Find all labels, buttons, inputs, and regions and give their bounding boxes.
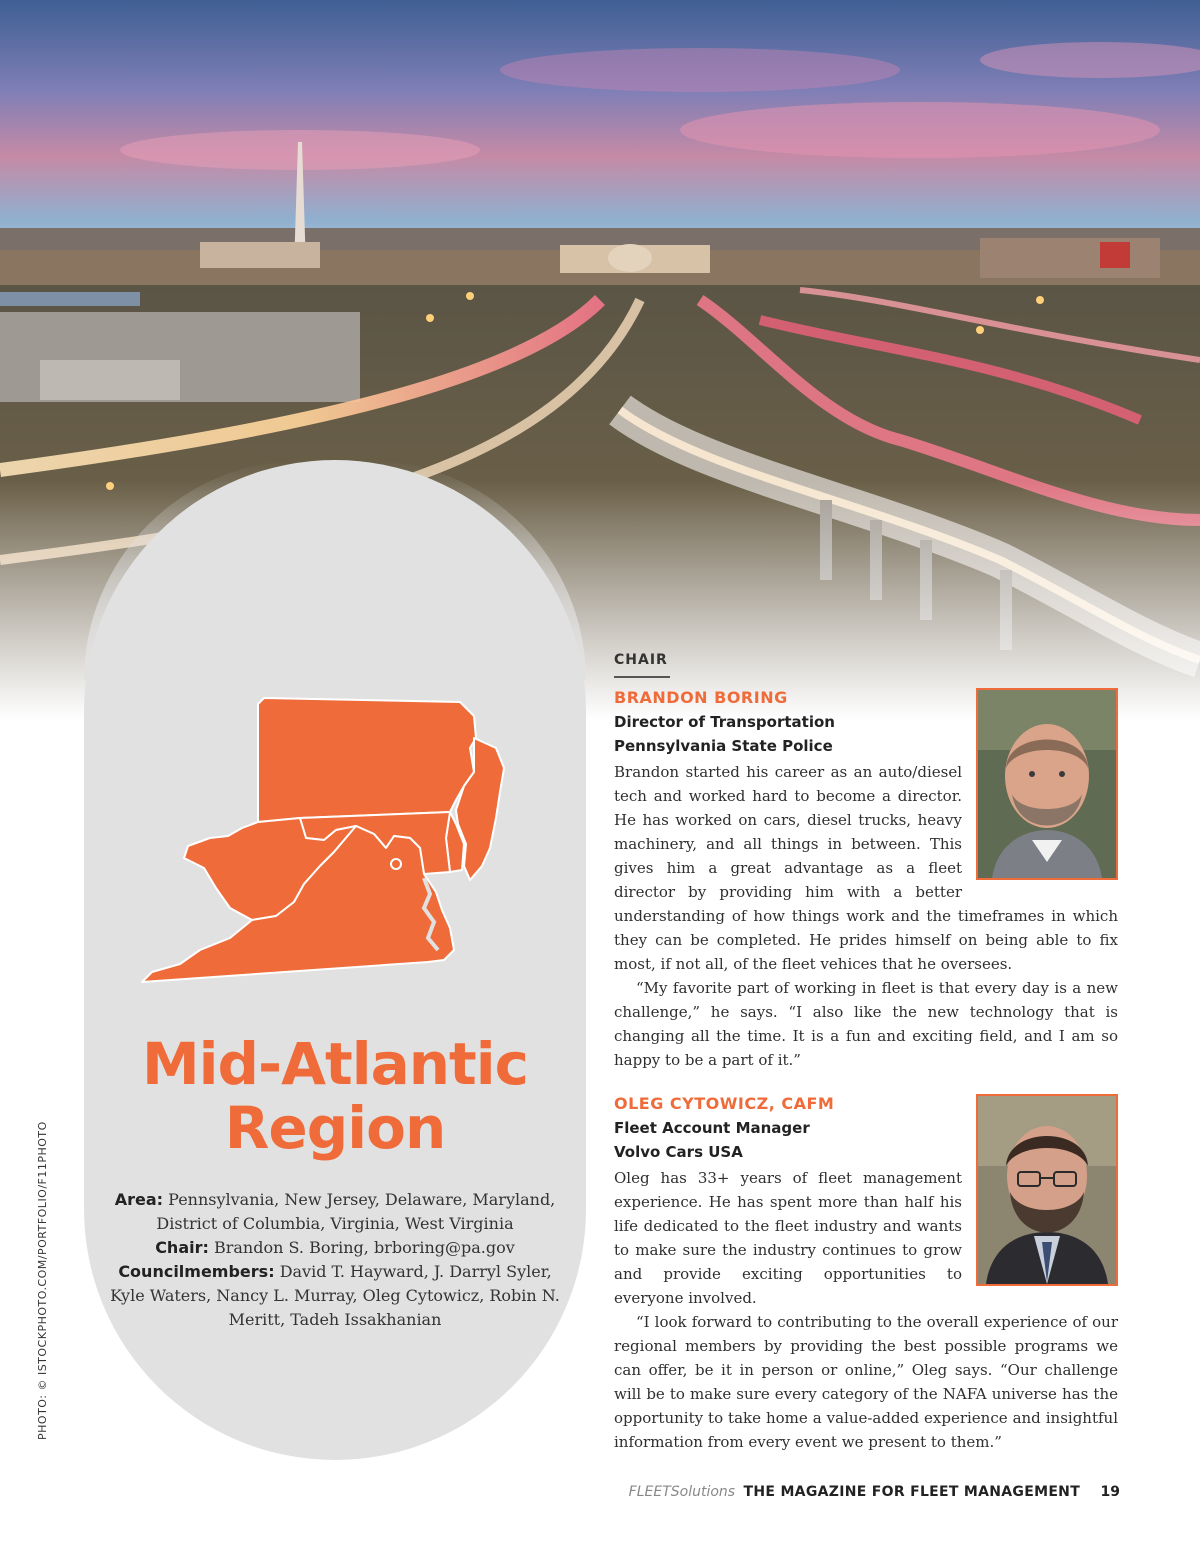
- area-value: Pennsylvania, New Jersey, Delaware, Maryland, District of Columbia, Virginia, West Virginia: [156, 1190, 556, 1233]
- region-title-line2: Region: [224, 1094, 446, 1162]
- pennsylvania-shape: [258, 698, 476, 822]
- photo-credit-text: PHOTO: © ISTOCKPHOTO.COM/PORTFOLIO/F11PHOTO: [36, 1121, 49, 1440]
- photo-credit: [36, 1100, 58, 1440]
- region-title: [84, 1032, 586, 1160]
- council-value: David T. Hayward, J. Darryl Syler, Kyle Waters, Nancy L. Murray, Oleg Cytowicz, Robin N. Meritt, Tadeh Issakhanian: [110, 1262, 560, 1329]
- member-name: OLEG CYTOWICZ, CAFM: [614, 1094, 835, 1113]
- member-bio-p2: “I look forward to contributing to the overall experience of our regional members by providing the best possible programs we can offer, be it in person or online,” Oleg says. “Our challenge will be to make sure every category of the NAFA universe has the opportunity to take home a value-added experience and insightful information from every event we present to them.”: [614, 1313, 1118, 1451]
- area-label: Area:: [114, 1190, 164, 1209]
- magazine-name: FLEETSolutions: [628, 1484, 736, 1500]
- section-label-chair: CHAIR: [614, 652, 668, 668]
- chair-value: Brandon S. Boring, brboring@pa.gov: [213, 1238, 515, 1257]
- region-council: [100, 1260, 570, 1332]
- council-label: Councilmembers:: [118, 1262, 275, 1281]
- chair-bio-p2: “My favorite part of working in fleet is that every day is a new challenge,” he says. “I also like the new technology that is changing all the time. It is a fun and exciting field, and I am so happy to be a part of it.”: [614, 979, 1118, 1069]
- region-area: [100, 1188, 570, 1236]
- chair-bio-p1: Brandon started his career as an auto/diesel tech and worked hard to become a director. He has worked on cars, diesel trucks, heavy machinery, and all things in between. This gives him a great advantage as a fleet director by providing him with a better understanding of how things work and the timeframes in which they can be completed. He prides himself on being able to fix most, if not all, of the fleet vehices that he oversees.: [614, 763, 1118, 973]
- member-org: Volvo Cars USA: [614, 1143, 743, 1161]
- page-footer: [629, 1484, 1120, 1500]
- member-bio-p1: Oleg has 33+ years of fleet management experience. He has spent more than half his life dedicated to the fleet industry and wants to make sure the industry continues to grow and provide exciting opportunities to everyone involved.: [614, 1169, 962, 1307]
- page-number: 19: [1100, 1484, 1120, 1500]
- member-bio: [614, 1166, 1118, 1454]
- chair-bio: [614, 760, 1118, 1072]
- mid-atlantic-states-map-icon: [124, 688, 534, 988]
- section-divider: [614, 676, 670, 678]
- chair-photo: [976, 688, 1118, 880]
- chair-org: Pennsylvania State Police: [614, 737, 833, 755]
- member-title: Fleet Account Manager: [614, 1119, 810, 1137]
- member-photo: [976, 1094, 1118, 1286]
- magazine-tagline: THE MAGAZINE FOR FLEET MANAGEMENT: [743, 1484, 1081, 1500]
- chair-name: BRANDON BORING: [614, 688, 788, 707]
- region-chair: [100, 1236, 570, 1260]
- chair-title: Director of Transportation: [614, 713, 835, 731]
- region-info: [100, 1188, 570, 1332]
- chair-label: Chair:: [155, 1238, 209, 1257]
- region-title-line1: Mid-Atlantic: [141, 1030, 529, 1098]
